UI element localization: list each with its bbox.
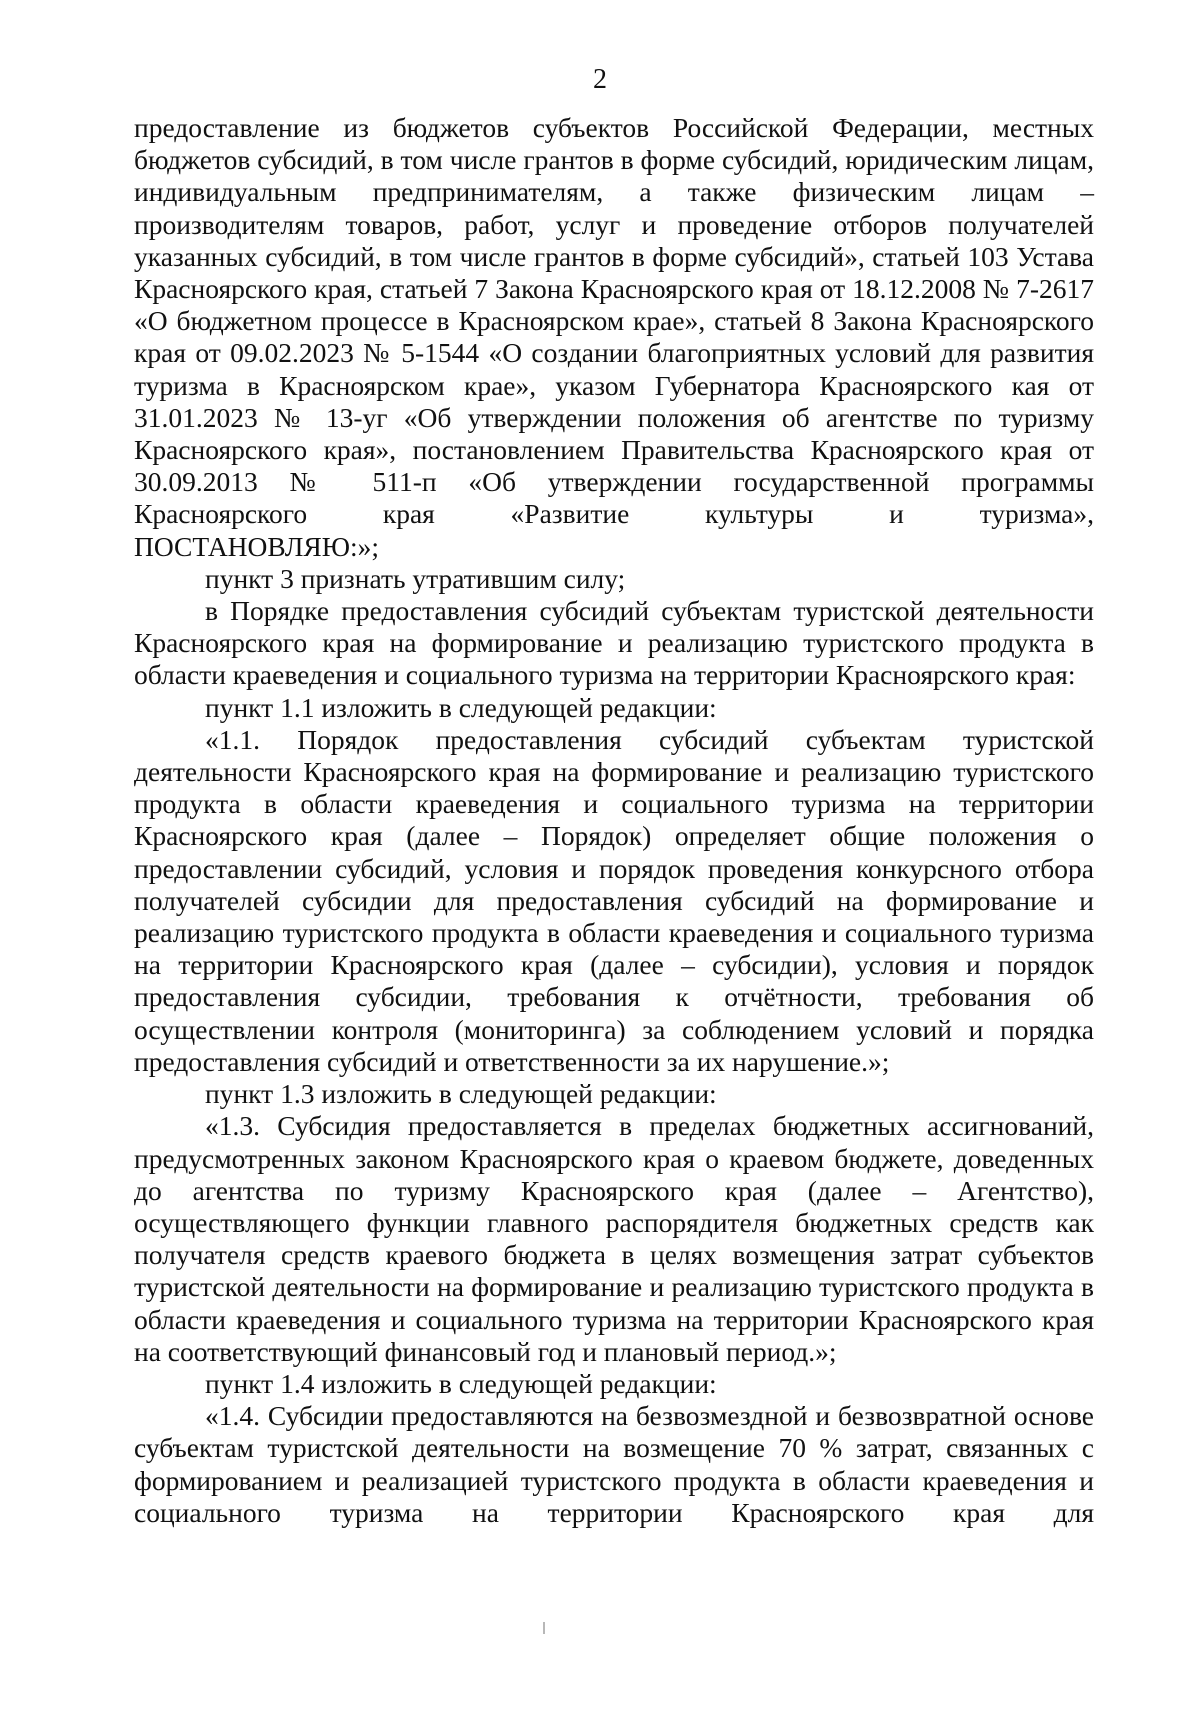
paragraph-item-1-3-heading: пункт 1.3 изложить в следующей редакции:	[205, 1078, 717, 1110]
document-body	[134, 112, 1094, 1529]
scan-artifact	[543, 1622, 545, 1634]
paragraph-item-1-1-heading: пункт 1.1 изложить в следующей редакции:	[205, 691, 717, 723]
paragraph-item-1-3-text: «1.3. Субсидия предоставляется в пределах бюджетных ассигнований, предусмотренных законом Красноярского края о краевом бюджете, доведенных до агентства по туризму Красноярского края (далее – Агентство), осуществляющего функции главного распорядителя бюджетных средств как получателя средств краевого бюджета в целях возмещения затрат субъектов туристской деятельности на формирование и реализацию туристского продукта в области краеведения и социального туризма на территории Красноярского края на соответствующий финансовый год и плановый период.»;	[134, 1110, 1094, 1367]
page-number: 2	[593, 64, 607, 95]
paragraph-item-1-1-text: «1.1. Порядок предоставления субсидий субъектам туристской деятельности Красноярского края на формирование и реализацию туристского продукта в области краеведения и социального туризма на территории Красноярского края (далее – Порядок) определяет общие положения о предоставлении субсидий, условия и порядок проведения конкурсного отбора получателей субсидии для предоставления субсидий на формирование и реализацию туристского продукта в области краеведения и социального туризма на территории Красноярского края (далее – субсидии), условия и порядок предоставления субсидии, требования к отчётности, требования об осуществлении контроля (мониторинга) за соблюдением условий и порядка предоставления субсидий и ответственности за их нарушение.»;	[134, 723, 1094, 1077]
paragraph-procedure-intro: в Порядке предоставления субсидий субъектам туристской деятельности Красноярского края на формирование и реализацию туристского продукта в области краеведения и социального туризма на территории Красноярского края:	[134, 595, 1094, 691]
paragraph-item-1-4-text: «1.4. Субсидии предоставляются на безвозмездной и безвозвратной основе субъектам туристской деятельности на возмещение 70 % затрат, связанных с формированием и реализацией туристского продукта в области краеведения и социального туризма на территории Красноярского края для	[134, 1400, 1094, 1528]
paragraph-decree: ПОСТАНОВЛЯЮ:»;	[134, 530, 379, 562]
paragraph-item-1-4-heading: пункт 1.4 изложить в следующей редакции:	[205, 1367, 717, 1399]
paragraph-legal-basis: предоставление из бюджетов субъектов Российской Федерации, местных бюджетов субсидий, в том числе грантов в форме субсидий, юридическим лицам, индивидуальным предпринимателям, а также физическим лицам – производителям товаров, работ, услуг и проведение отборов получателей указанных субсидий, в том числе грантов в форме субсидий», статьей 103 Устава Красноярского края, статьей 7 Закона Красноярского края от 18.12.2008 № 7-2617 «О бюджетном процессе в Красноярском крае», статьей 8 Закона Красноярского края от 09.02.2023 № 5-1544 «О создании благоприятных условий для развития туризма в Красноярском крае», указом Губернатора Красноярского кая от 31.01.2023 № 13-уг «Об утверждении положения об агентстве по туризму Красноярского края», постановлением Правительства Красноярского края от 30.09.2013 № 511-п «Об утверждении государственной программы Красноярского края «Развитие культуры и туризма»,	[134, 112, 1094, 530]
paragraph-item-3-repeal: пункт 3 признать утратившим силу;	[205, 562, 626, 594]
